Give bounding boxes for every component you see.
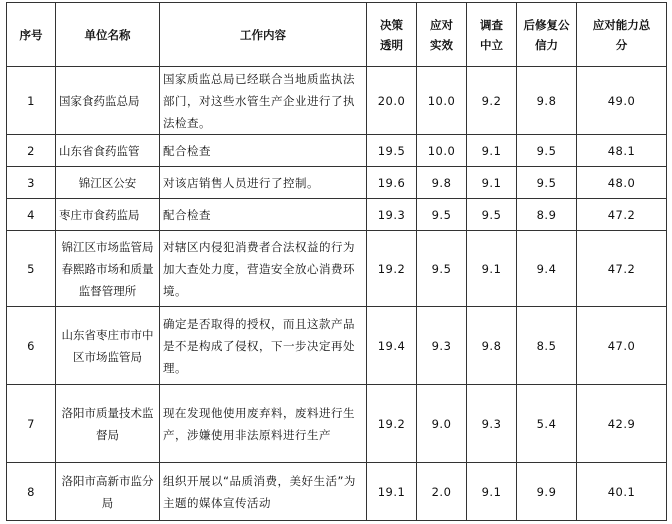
cell-response: 9.3 [417,307,467,385]
cell-neutral: 9.1 [467,135,517,167]
cell-work: 对辖区内侵犯消费者合法权益的行为加大查处力度，营造安全放心消费环境。 [160,231,367,307]
header-neutral: 调查中立 [467,3,517,67]
cell-unit: 锦江区市场监管局春熙路市场和质量监督管理所 [56,231,160,307]
cell-decision: 19.4 [367,307,417,385]
cell-work: 配合检查 [160,135,367,167]
cell-unit: 锦江区公安 [56,167,160,199]
cell-decision: 19.3 [367,199,417,231]
header-no: 序号 [7,3,56,67]
cell-neutral: 9.8 [467,307,517,385]
cell-total: 47.0 [577,307,667,385]
cell-no: 4 [7,199,56,231]
cell-response: 9.0 [417,385,467,463]
cell-response: 10.0 [417,67,467,135]
table-row [7,385,667,463]
cell-total: 48.0 [577,167,667,199]
cell-recovery: 9.8 [517,67,577,135]
cell-neutral: 9.1 [467,167,517,199]
cell-no: 7 [7,385,56,463]
cell-neutral: 9.2 [467,67,517,135]
cell-total: 47.2 [577,199,667,231]
cell-work: 国家质监总局已经联合当地质监执法部门，对这些水管生产企业进行了执法检查。 [160,67,367,135]
cell-total: 42.9 [577,385,667,463]
cell-response: 9.8 [417,167,467,199]
cell-decision: 19.2 [367,231,417,307]
cell-no: 1 [7,67,56,135]
cell-recovery: 9.5 [517,167,577,199]
table-row [7,199,667,231]
cell-total: 47.2 [577,231,667,307]
cell-unit: 国家食药监总局 [56,67,160,135]
cell-unit: 山东省食药监管 [56,135,160,167]
header-recovery: 后修复公信力 [517,3,577,67]
header-total: 应对能力总分 [577,3,667,67]
table-row [7,67,667,135]
header-unit: 单位名称 [56,3,160,67]
cell-unit: 山东省枣庄市市中区市场监管局 [56,307,160,385]
cell-work: 对该店销售人员进行了控制。 [160,167,367,199]
cell-total: 49.0 [577,67,667,135]
cell-neutral: 9.3 [467,385,517,463]
cell-recovery: 8.9 [517,199,577,231]
header-row [7,3,667,67]
table-row [7,231,667,307]
cell-neutral: 9.1 [467,463,517,521]
cell-work: 组织开展以“品质消费，美好生活”为主题的媒体宣传活动 [160,463,367,521]
cell-response: 9.5 [417,199,467,231]
cell-decision: 19.2 [367,385,417,463]
cell-decision: 19.5 [367,135,417,167]
cell-no: 3 [7,167,56,199]
cell-response: 2.0 [417,463,467,521]
cell-no: 6 [7,307,56,385]
header-work: 工作内容 [160,3,367,67]
header-decision: 决策透明 [367,3,417,67]
cell-recovery: 9.5 [517,135,577,167]
cell-total: 48.1 [577,135,667,167]
cell-no: 8 [7,463,56,521]
table-row [7,135,667,167]
cell-work: 现在发现他使用废弃料，废料进行生产，涉嫌使用非法原料进行生产 [160,385,367,463]
cell-no: 5 [7,231,56,307]
evaluation-table [6,2,667,521]
cell-neutral: 9.5 [467,199,517,231]
cell-no: 2 [7,135,56,167]
table-row [7,167,667,199]
cell-unit: 洛阳市高新市监分局 [56,463,160,521]
cell-work: 确定是否取得的授权，而且这款产品是不是构成了侵权，下一步决定再处理。 [160,307,367,385]
cell-recovery: 9.4 [517,231,577,307]
table-row [7,307,667,385]
cell-unit: 洛阳市质量技术监督局 [56,385,160,463]
table-row [7,463,667,521]
cell-work: 配合检查 [160,199,367,231]
cell-recovery: 9.9 [517,463,577,521]
cell-response: 10.0 [417,135,467,167]
cell-response: 9.5 [417,231,467,307]
cell-decision: 19.1 [367,463,417,521]
header-response: 应对实效 [417,3,467,67]
cell-recovery: 8.5 [517,307,577,385]
cell-recovery: 5.4 [517,385,577,463]
cell-unit: 枣庄市食药监局 [56,199,160,231]
cell-decision: 19.6 [367,167,417,199]
cell-neutral: 9.1 [467,231,517,307]
cell-decision: 20.0 [367,67,417,135]
cell-total: 40.1 [577,463,667,521]
